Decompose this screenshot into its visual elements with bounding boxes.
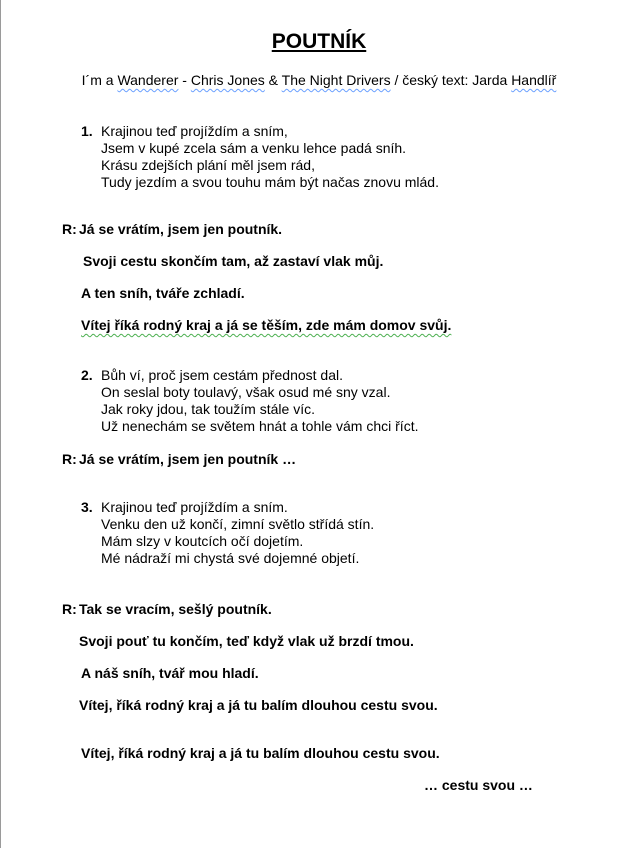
verse-1-line-1: Krajinou teď projíždím a sním, <box>101 123 288 139</box>
chorus-1-line-4: Vítej říká rodný kraj a já se těším, zde mám domov svůj. <box>81 317 452 333</box>
chorus-3-line-4: Vítej, říká rodný kraj a já tu balím dlouhou cestu svou. <box>79 697 438 713</box>
chorus-3-marker: R: <box>62 601 77 617</box>
chorus-2-line: Já se vrátím, jsem jen poutník … <box>79 451 297 467</box>
chorus-1-line-3: A ten sníh, tváře zchladí. <box>81 285 245 301</box>
song-title: POUTNÍK <box>271 30 367 53</box>
verse-2-line-3: Jak roky jdou, tak toužím stále víc. <box>101 401 315 417</box>
subtitle-artist: Chris Jones <box>190 72 265 88</box>
verse-3-line-2: Venku den už končí, zimní světlo střídá stín. <box>101 516 375 532</box>
verse-2-line-2: On seslal boty toulavý, však osud mé sny vzal. <box>101 384 391 400</box>
verse-3-line-4: Mé nádraží mi chystá své dojemné objetí. <box>101 550 360 566</box>
verse-2-number: 2. <box>81 367 93 383</box>
subtitle-band: The Night Drivers <box>281 72 391 88</box>
chorus-1-line-1: Já se vrátím, jsem jen poutník. <box>79 221 283 237</box>
chorus-3-line-3: A náš sníh, tvář mou hladí. <box>81 665 259 681</box>
chorus-3-line-1: Tak se vracím, sešlý poutník. <box>79 601 272 617</box>
verse-3-number: 3. <box>81 499 93 515</box>
song-ending: … cestu svou … <box>424 777 533 793</box>
chorus-1-line-2: Svoji cestu skončím tam, až zastaví vlak můj. <box>83 253 384 269</box>
chorus-2-marker: R: <box>62 451 77 467</box>
verse-1-number: 1. <box>81 123 93 139</box>
verse-3-line-3: Mám slzy v koutcích očí dojetím. <box>101 533 304 549</box>
chorus-3-line-5: Vítej, říká rodný kraj a já tu balím dlouhou cestu svou. <box>81 745 440 761</box>
subtitle-author: Handlíř <box>511 72 557 88</box>
verse-2-line-1: Bůh ví, proč jsem cestám přednost dal. <box>101 367 343 383</box>
subtitle-song: Wanderer <box>117 72 179 88</box>
chorus-1-marker: R: <box>62 221 77 237</box>
chorus-3-line-2: Svoji pouť tu končím, teď když vlak už brzdí tmou. <box>79 633 414 649</box>
verse-2-line-4: Už nenechám se světem hnát a tohle vám chci říct. <box>101 418 419 434</box>
verse-3-line-1: Krajinou teď projíždím a sním. <box>101 499 288 515</box>
verse-1-line-4: Tudy jezdím a svou touhu mám být načas znovu mlád. <box>101 174 439 190</box>
verse-1-line-2: Jsem v kupé zcela sám a venku lehce padá sníh. <box>101 140 407 156</box>
song-subtitle: I´m a Wanderer - Chris Jones & The Night Drivers / český text: Jarda Handlíř <box>81 72 557 88</box>
page-left-edge <box>0 0 1 848</box>
verse-1-line-3: Krásu zdejších plání měl jsem rád, <box>101 157 315 173</box>
